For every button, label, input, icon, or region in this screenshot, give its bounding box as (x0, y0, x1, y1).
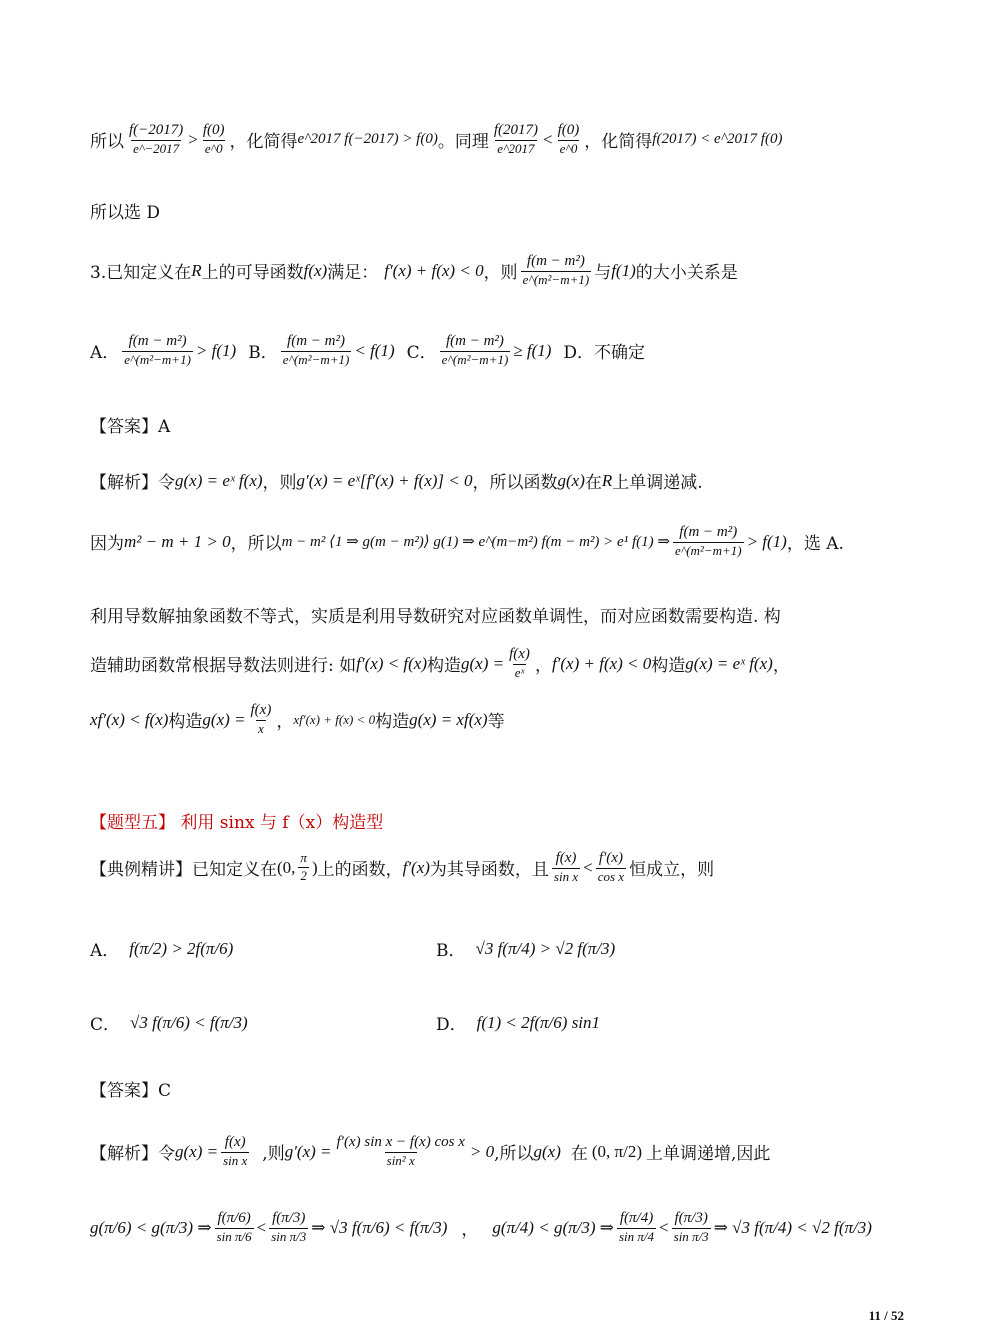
option-b: B． √3 f(π/4) > √2 f(π/3) (436, 938, 616, 961)
example-problem: 【典例精讲】已知定义在 (0, π 2 ) 上的函数， f′(x) 为其导函数，且 f(x) sin x < f′(x) cos x 恒成立，则 (90, 850, 715, 885)
fraction: f(0) e^0 (557, 122, 580, 157)
page-number: 11 / 52 (868, 1308, 904, 1323)
solution-example-line1: 【解析】令 g(x) = $\frac{f(x)}{\text{sin x}}$ ,则 g′(x) = $\frac{\text{f′(x) sin x − f(x) cos x}}{\text{sin² x}}$ > 0 ,所以 g(x) 在 (0, π/2) 上单调递增,因此 (90, 1134, 771, 1169)
fraction: f(0) e^0 (202, 122, 225, 157)
math-expr: e^2017 f(−2017) > f(0) (297, 131, 438, 148)
question-3: 3.已知定义在 R 上的可导函数 f(x) 满足： f′(x) + f(x) < 0 ，则 f(m − m²) e^(m²−m+1) 与 f(1) 的大小关系是 (90, 253, 738, 288)
math-expr: f(2017) < e^2017 f(0) (652, 131, 783, 148)
option-d: D．不确定 (563, 343, 646, 364)
paragraph-3: xf′(x) < f(x) 构造 g(x) = $\frac{f(x)}{x}$ ， xf′(x) + f(x) < 0 构造 g(x) = xf(x) 等 (90, 702, 505, 737)
solution-example-line2: g(π/6) < g(π/3) ⇒ f(π/6) sin π/6 < f(π/3) sin π/3 ⇒ √3 f(π/6) < f(π/3) ， g(π/4) < g(π/3) ⇒ f(π/4) sin π/4 < f(π/3) sin π/3 ⇒ √3 f(π/4) < √2 f(π/3) (90, 1210, 872, 1245)
solution-q3-line1: 【解析】令 g(x) = eˣ f(x) ，则 g′(x) = eˣ[f′(x) + f(x)] < 0 ，所以函数 g(x) 在 R 上单调递减. (90, 470, 703, 493)
text-line-2: 所以选 D (90, 203, 161, 223)
solution-q3-line2: 因为 m² − m + 1 > 0 ，所以 m − m² ⟨1 ⇒ g(m − m²)⟩ g(1) ⇒ e^(m−m²) f(m − m²) > e¹ f(1) ⇒ f(m − m²) e^(m²−m+1) > f(1) ，选 A. (90, 524, 844, 559)
option-a: A． (90, 343, 120, 364)
option-c: C． (406, 343, 437, 364)
section-heading: 【题型五】 利用 sinx 与 f（x）构造型 (90, 813, 384, 833)
option-c: C． √3 f(π/6) < f(π/3) (90, 1012, 248, 1035)
paragraph-1: 利用导数解抽象函数不等式，实质是利用导数研究对应函数单调性，而对应函数需要构造. 构 (90, 607, 781, 627)
fraction: f(m − m²) e^(m²−m+1) (522, 253, 590, 288)
answer-q3: 【答案】A (90, 417, 171, 437)
paragraph-2: 造辅助函数常根据导数法则进行: 如 f′(x) < f(x) 构造 g(x) = $\frac{f(x)}{\text{eˣ}}$ ， f′(x) + f(x) < 0 构造 g(x) = eˣ f(x) ， (90, 646, 790, 681)
option-a: A． f(π/2) > 2f(π/6) (90, 938, 234, 961)
options-q3: A． f(m − m²) e^(m²−m+1) > f(1) B． f(m − m²) e^(m²−m+1) < f(1) C． $\frac{\text{f(m − m²)}}{\text{e\textasciicircum{}(m²−m+1)}}$ ≥ f(1) D．不确定 (90, 333, 646, 368)
answer-example: 【答案】C (90, 1081, 172, 1101)
option-d: D． f(1) < 2f(π/6) sin1 (436, 1012, 601, 1035)
fraction: f(−2017) e^−2017 (129, 122, 184, 157)
text: 所以 (90, 132, 124, 153)
option-b: B． (248, 343, 278, 364)
text-line-1: 所以 f(−2017) e^−2017 > f(0) e^0 ，化简得 e^2017 f(−2017) > f(0) 。同理 f(2017) e^2017 < f(0) e^0 ，化简得 f(2017) < e^2017 f(0) (90, 122, 783, 157)
fraction: f(2017) e^2017 (493, 122, 539, 157)
